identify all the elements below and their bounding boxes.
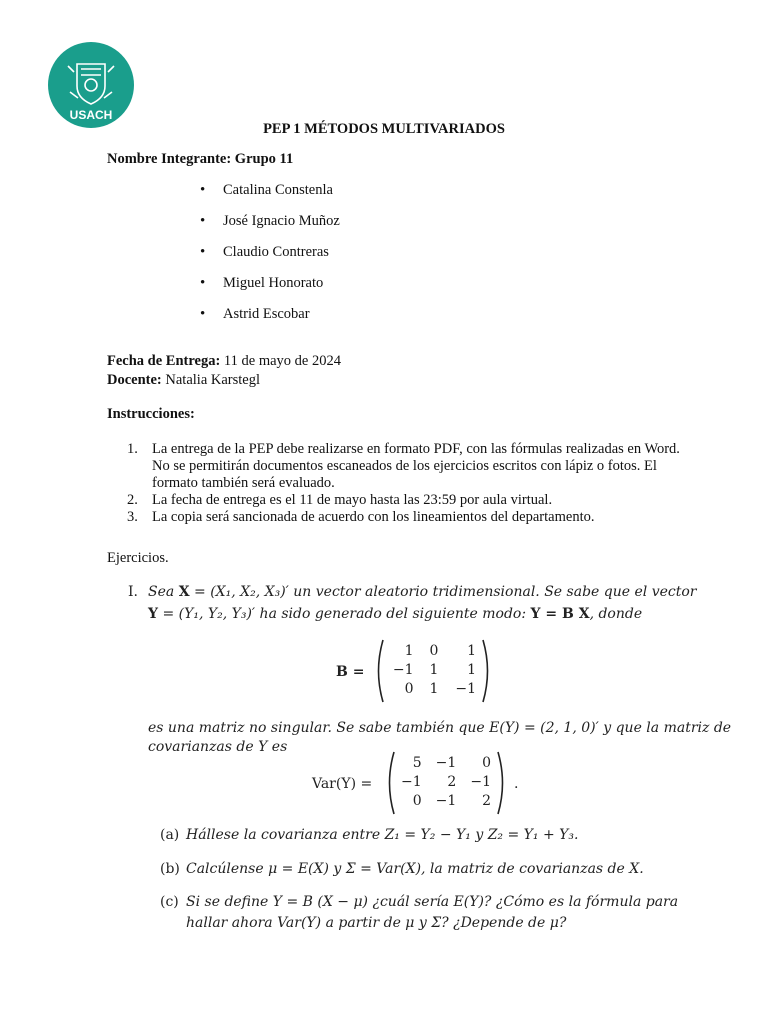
matrix-cell: −1 xyxy=(455,680,476,697)
matrix-cell: 0 xyxy=(482,754,491,771)
member-list xyxy=(200,180,340,335)
instruction-number: 1. xyxy=(127,441,138,457)
instructions-list xyxy=(127,441,687,526)
instruction-number: 3. xyxy=(127,509,138,525)
matrix-cell: −1 xyxy=(470,773,491,790)
part-text: Hállese la covarianza entre Z₁ = Y₂ − Y₁ y Z₂ = Y₁ + Y₃. xyxy=(186,827,579,843)
matrix-cell: 1 xyxy=(467,661,476,678)
exercise-line-3: es una matriz no singular. Se sabe también que E(Y) = (2, 1, 0)′ y que la matriz de xyxy=(148,720,732,736)
instruction-number: 2. xyxy=(127,492,138,508)
instruction-text: La fecha de entrega es el 11 de mayo hasta las 23:59 por aula virtual. xyxy=(152,492,553,508)
instruction-text: La entrega de la PEP debe realizarse en formato PDF, con las fórmulas realizadas en Word. No se permitirán documentos escaneados de los ejercicios escritos con lápiz o fotos. El formato también será evaluado. xyxy=(152,441,680,491)
text-fragment: , donde xyxy=(589,606,643,622)
document-title: PEP 1 MÉTODOS MULTIVARIADOS xyxy=(263,121,505,137)
usach-logo xyxy=(48,42,134,128)
group-label: Nombre Integrante: Grupo 11 xyxy=(107,151,294,167)
text-fragment: ₁, X₂, X₃)′ un vector aleatorio tridimensional. Se sabe que el vector xyxy=(225,584,697,600)
matrix-cell: 2 xyxy=(482,792,491,809)
logo-text: USACH xyxy=(69,108,113,122)
exercise-line-2 xyxy=(148,606,642,622)
teacher-value: Natalia Karstegl xyxy=(161,372,261,388)
instruction-text: La copia será sancionada de acuerdo con los lineamientos del departamento. xyxy=(152,509,595,525)
exercises-heading: Ejercicios. xyxy=(107,550,169,566)
matrix-cell: 1 xyxy=(404,642,414,659)
text-fragment: = (X xyxy=(189,584,226,600)
instruction-item xyxy=(127,492,687,509)
teacher-label: Docente: xyxy=(107,372,162,388)
matrix-b-table xyxy=(383,641,483,698)
part-label: (c) xyxy=(160,894,179,910)
instruction-item xyxy=(127,509,687,526)
bold-symbol: Y = B X xyxy=(530,606,590,622)
matrix-cell: 0 xyxy=(404,680,414,697)
part-text: Si se define Y = B (X − μ) ¿cuál sería E(Y)? ¿Cómo es la fórmula para xyxy=(186,894,679,910)
exercise-block xyxy=(128,584,732,944)
instruction-item xyxy=(127,441,687,492)
part-text: Calcúlense μ = E(X) y Σ = Var(X), la matriz de covarianzas de X. xyxy=(186,861,644,877)
var-matrix-table xyxy=(394,753,498,810)
member-item: • Miguel Honorato xyxy=(200,273,340,304)
due-date-label: Fecha de Entrega: xyxy=(107,353,221,369)
matrix-b-label: B = xyxy=(336,664,365,680)
bold-symbol: Y xyxy=(148,606,158,622)
exercise-line-1 xyxy=(148,584,696,600)
matrix-cell: 5 xyxy=(412,754,422,771)
member-item: • Catalina Constenla xyxy=(200,180,340,211)
var-matrix-label: Var(Y) = xyxy=(312,776,373,792)
matrix-cell: 1 xyxy=(467,642,476,659)
due-date-value: 11 de mayo de 2024 xyxy=(220,353,341,369)
member-item: • Claudio Contreras xyxy=(200,242,340,273)
member-item: • José Ignacio Muñoz xyxy=(200,211,340,242)
matrix-cell: 0 xyxy=(412,792,422,809)
member-item: • Astrid Escobar xyxy=(200,304,340,335)
part-label: (a) xyxy=(160,827,180,843)
matrix-cell: −1 xyxy=(392,661,414,678)
matrix-cell: −1 xyxy=(435,792,457,809)
exercise-line-4: covarianzas de Y es xyxy=(148,739,288,755)
due-date-line xyxy=(107,352,341,370)
text-fragment: = (Y₁, Y₂, Y₃)′ ha sido generado del siguiente modo: xyxy=(158,606,531,622)
part-text: hallar ahora Var(Y) a partir de μ y Σ? ¿Depende de μ? xyxy=(186,915,567,931)
bold-symbol: X xyxy=(178,584,190,600)
var-matrix-period: . xyxy=(514,776,519,792)
matrix-cell: −1 xyxy=(435,754,457,771)
matrix-cell: 0 xyxy=(429,642,439,659)
exercise-roman: I. xyxy=(128,584,138,600)
text-fragment: Sea xyxy=(148,584,179,600)
part-label: (b) xyxy=(160,861,180,877)
teacher-line xyxy=(107,371,260,389)
matrix-cell: −1 xyxy=(401,773,422,790)
instructions-heading: Instrucciones: xyxy=(107,406,195,422)
matrix-cell: 2 xyxy=(447,773,457,790)
matrix-cell: 1 xyxy=(429,661,439,678)
matrix-cell: 1 xyxy=(429,680,439,697)
